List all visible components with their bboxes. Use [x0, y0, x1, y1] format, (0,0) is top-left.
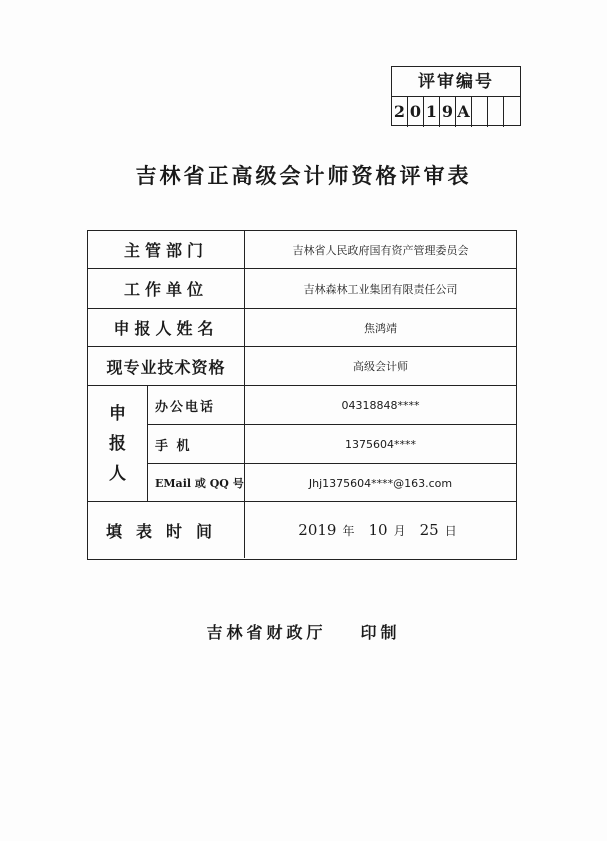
- fill-date-label: 填表时间: [88, 502, 245, 558]
- applicant-name-value: 焦鸿靖: [364, 321, 397, 335]
- review-digit: [504, 97, 520, 127]
- applicant-name-row: [88, 309, 516, 347]
- employer-row: [88, 269, 516, 309]
- office-phone-label: 办公电话: [148, 386, 245, 424]
- applicant-group-label: [88, 386, 148, 501]
- email-label: EMail 或 QQ 号: [148, 464, 245, 502]
- email-row: [148, 464, 516, 502]
- review-number-box: [391, 66, 521, 126]
- review-digit: 2: [392, 97, 408, 127]
- employer-value: 吉林森林工业集团有限责任公司: [303, 282, 458, 296]
- fill-date-month-unit: 月: [393, 523, 406, 538]
- qualification-label: 现专业技术资格: [88, 347, 245, 385]
- qualification-value: 高级会计师: [353, 360, 408, 373]
- fill-date-year: 2019: [298, 521, 337, 539]
- department-label: 主管部门: [88, 231, 245, 268]
- fill-date-value: [245, 502, 516, 558]
- issuer-footer: [0, 620, 607, 643]
- qualification-row: [88, 347, 516, 386]
- department-value: 吉林省人民政府国有资产管理委员会: [292, 243, 469, 257]
- applicant-contact-group: [88, 386, 516, 502]
- fill-date-year-unit: 年: [342, 523, 355, 538]
- review-form-table: [87, 230, 517, 560]
- fill-date-month: 10: [368, 521, 388, 539]
- review-digit: 9: [440, 97, 456, 127]
- document-title: 吉林省正高级会计师资格评审表: [135, 163, 472, 188]
- mobile-label: 手 机: [148, 425, 245, 463]
- review-digit: [488, 97, 504, 127]
- applicant-group-char: 申: [109, 403, 126, 424]
- review-digit: A: [456, 97, 472, 127]
- issuer-name: 吉林省财政厅: [206, 623, 327, 642]
- fill-date-day-unit: 日: [444, 523, 457, 538]
- issuer-suffix: 印制: [360, 623, 401, 642]
- review-number-digits: [392, 97, 520, 127]
- review-digit: 1: [424, 97, 440, 127]
- employer-label: 工作单位: [88, 269, 245, 308]
- applicant-group-char: 报: [109, 433, 126, 454]
- mobile-value: 1375604****: [345, 437, 416, 451]
- email-value: Jhj1375604****@163.com: [308, 476, 453, 490]
- office-phone-value: 04318848****: [341, 398, 420, 412]
- department-row: [88, 231, 516, 269]
- review-number-label: 评审编号: [392, 67, 520, 97]
- mobile-row: [148, 425, 516, 464]
- review-digit: 0: [408, 97, 424, 127]
- office-phone-row: [148, 386, 516, 425]
- applicant-group-char: 人: [109, 463, 126, 484]
- review-digit: [472, 97, 488, 127]
- fill-date-row: [88, 502, 516, 558]
- applicant-name-label: 申报人姓名: [88, 309, 245, 346]
- fill-date-day: 25: [419, 521, 439, 539]
